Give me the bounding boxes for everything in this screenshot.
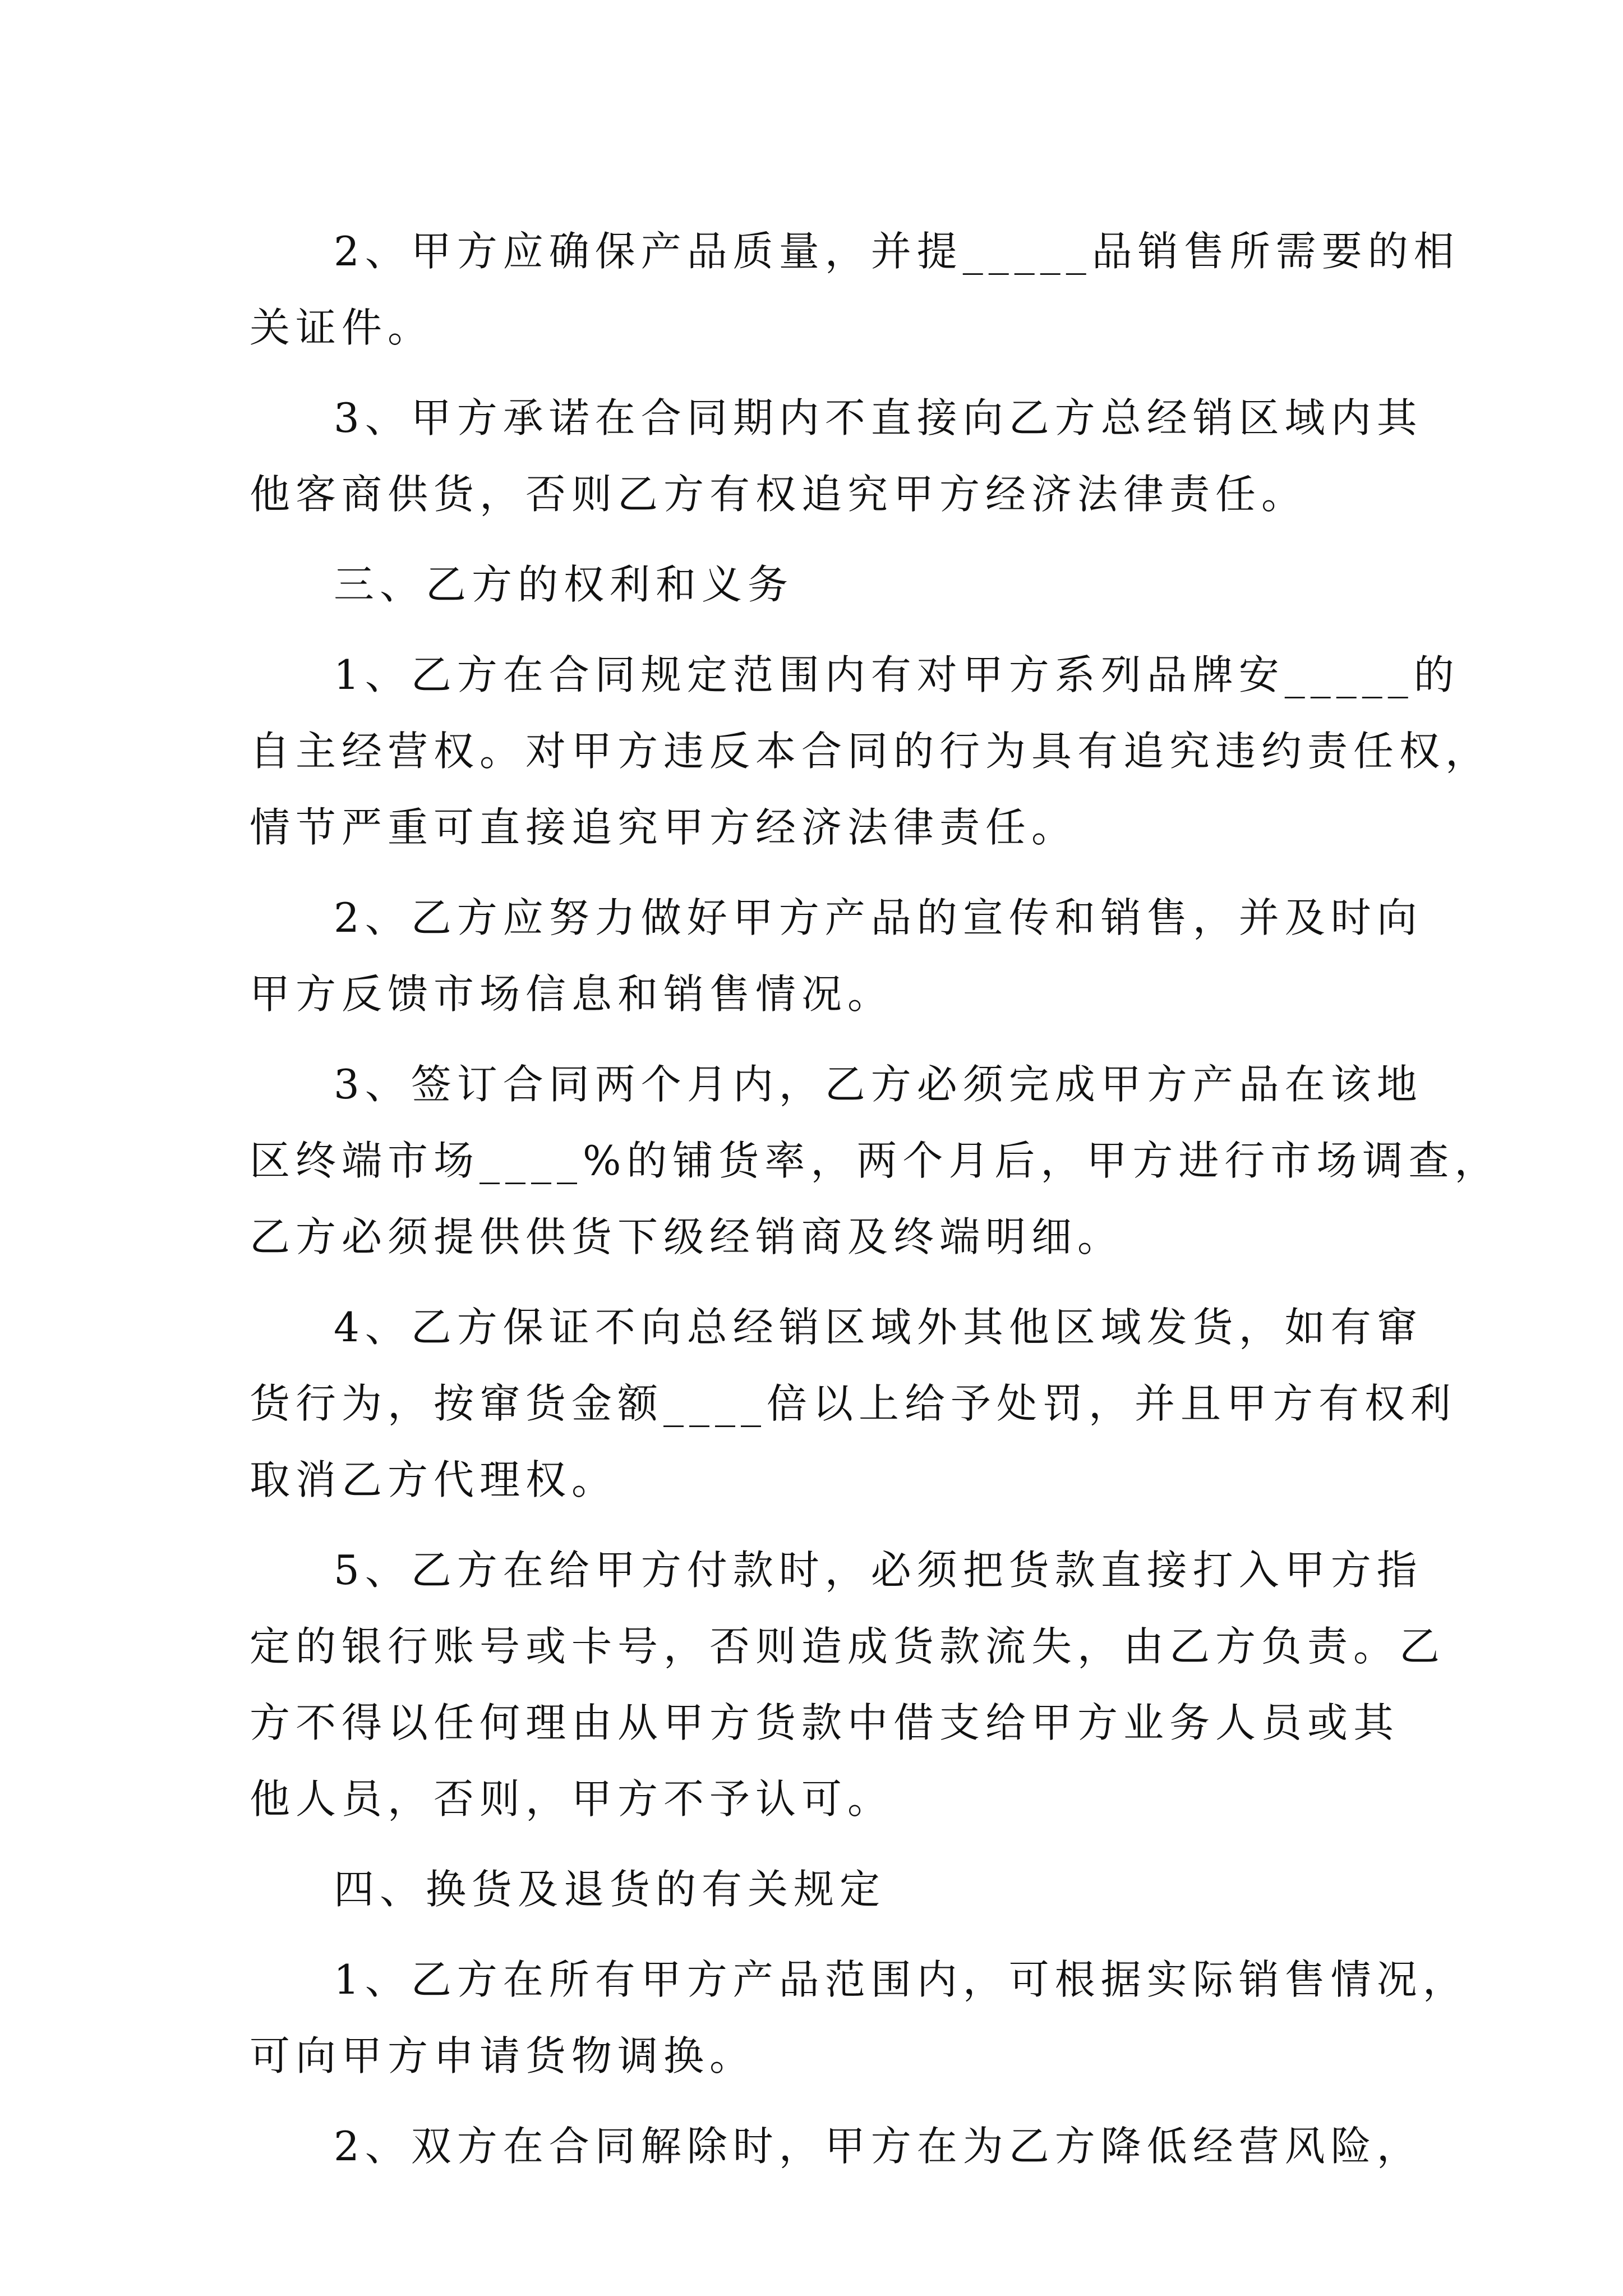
clause-exchange-2 xyxy=(250,2108,1423,2184)
paragraph-line: 可向甲方申请货物调换。 xyxy=(250,2032,756,2079)
clause-party-b-3 xyxy=(250,1046,1501,1275)
paragraph-line: 关证件。 xyxy=(250,304,434,351)
paragraph-line: 5、乙方在给甲方付款时，必须把货款直接打入甲方指 xyxy=(334,1547,1423,1594)
paragraph-line: 2、甲方应确保产品质量，并提_____品销售所需要的相 xyxy=(334,228,1460,275)
section-heading: 三、乙方的权利和义务 xyxy=(334,561,794,608)
paragraph-line: 方不得以任何理由从甲方货款中借支给甲方业务人员或其 xyxy=(250,1699,1400,1746)
paragraph-line: 取消乙方代理权。 xyxy=(250,1456,618,1503)
clause-party-b-5 xyxy=(250,1532,1446,1837)
paragraph-line: 乙方必须提供供货下级经销商及终端明细。 xyxy=(250,1213,1124,1260)
clause-party-a-3 xyxy=(250,380,1423,532)
paragraph-line: 2、乙方应努力做好甲方产品的宣传和销售，并及时向 xyxy=(334,894,1423,941)
paragraph-line: 甲方反馈市场信息和销售情况。 xyxy=(250,970,894,1018)
paragraph-line: 他客商供货，否则乙方有权追究甲方经济法律责任。 xyxy=(250,471,1308,518)
paragraph-line: 1、乙方在所有甲方产品范围内，可根据实际销售情况， xyxy=(334,1956,1469,2003)
paragraph-line: 4、乙方保证不向总经销区域外其他区域发货，如有窜 xyxy=(334,1304,1423,1351)
clause-party-b-2 xyxy=(250,880,1423,1032)
clause-party-a-2 xyxy=(250,213,1460,366)
document-body xyxy=(250,213,1501,2198)
clause-party-b-1 xyxy=(250,637,1492,866)
paragraph-line: 货行为，按窜货金额____倍以上给予处罚，并且甲方有权利 xyxy=(250,1380,1457,1427)
clause-exchange-1 xyxy=(250,1941,1469,2094)
paragraph-line: 1、乙方在合同规定范围内有对甲方系列品牌安_____的 xyxy=(334,651,1460,698)
section-heading-exchange-return xyxy=(250,1851,1380,1927)
paragraph-line: 3、甲方承诺在合同期内不直接向乙方总经销区域内其 xyxy=(334,394,1423,441)
paragraph-line: 2、双方在合同解除时，甲方在为乙方降低经营风险， xyxy=(334,2123,1423,2170)
paragraph-line: 区终端市场____%的铺货率，两个月后，甲方进行市场调查， xyxy=(250,1137,1501,1184)
paragraph-line: 自主经营权。对甲方违反本合同的行为具有追究违约责任权， xyxy=(250,728,1492,775)
paragraph-line: 他人员，否则，甲方不予认可。 xyxy=(250,1775,894,1823)
section-heading-party-b xyxy=(250,546,1380,623)
section-heading: 四、换货及退货的有关规定 xyxy=(334,1866,886,1913)
clause-party-b-4 xyxy=(250,1289,1457,1518)
paragraph-line: 3、签订合同两个月内，乙方必须完成甲方产品在该地 xyxy=(334,1061,1423,1108)
paragraph-line: 情节严重可直接追究甲方经济法律责任。 xyxy=(250,804,1078,851)
paragraph-line: 定的银行账号或卡号，否则造成货款流失，由乙方负责。乙 xyxy=(250,1623,1446,1670)
